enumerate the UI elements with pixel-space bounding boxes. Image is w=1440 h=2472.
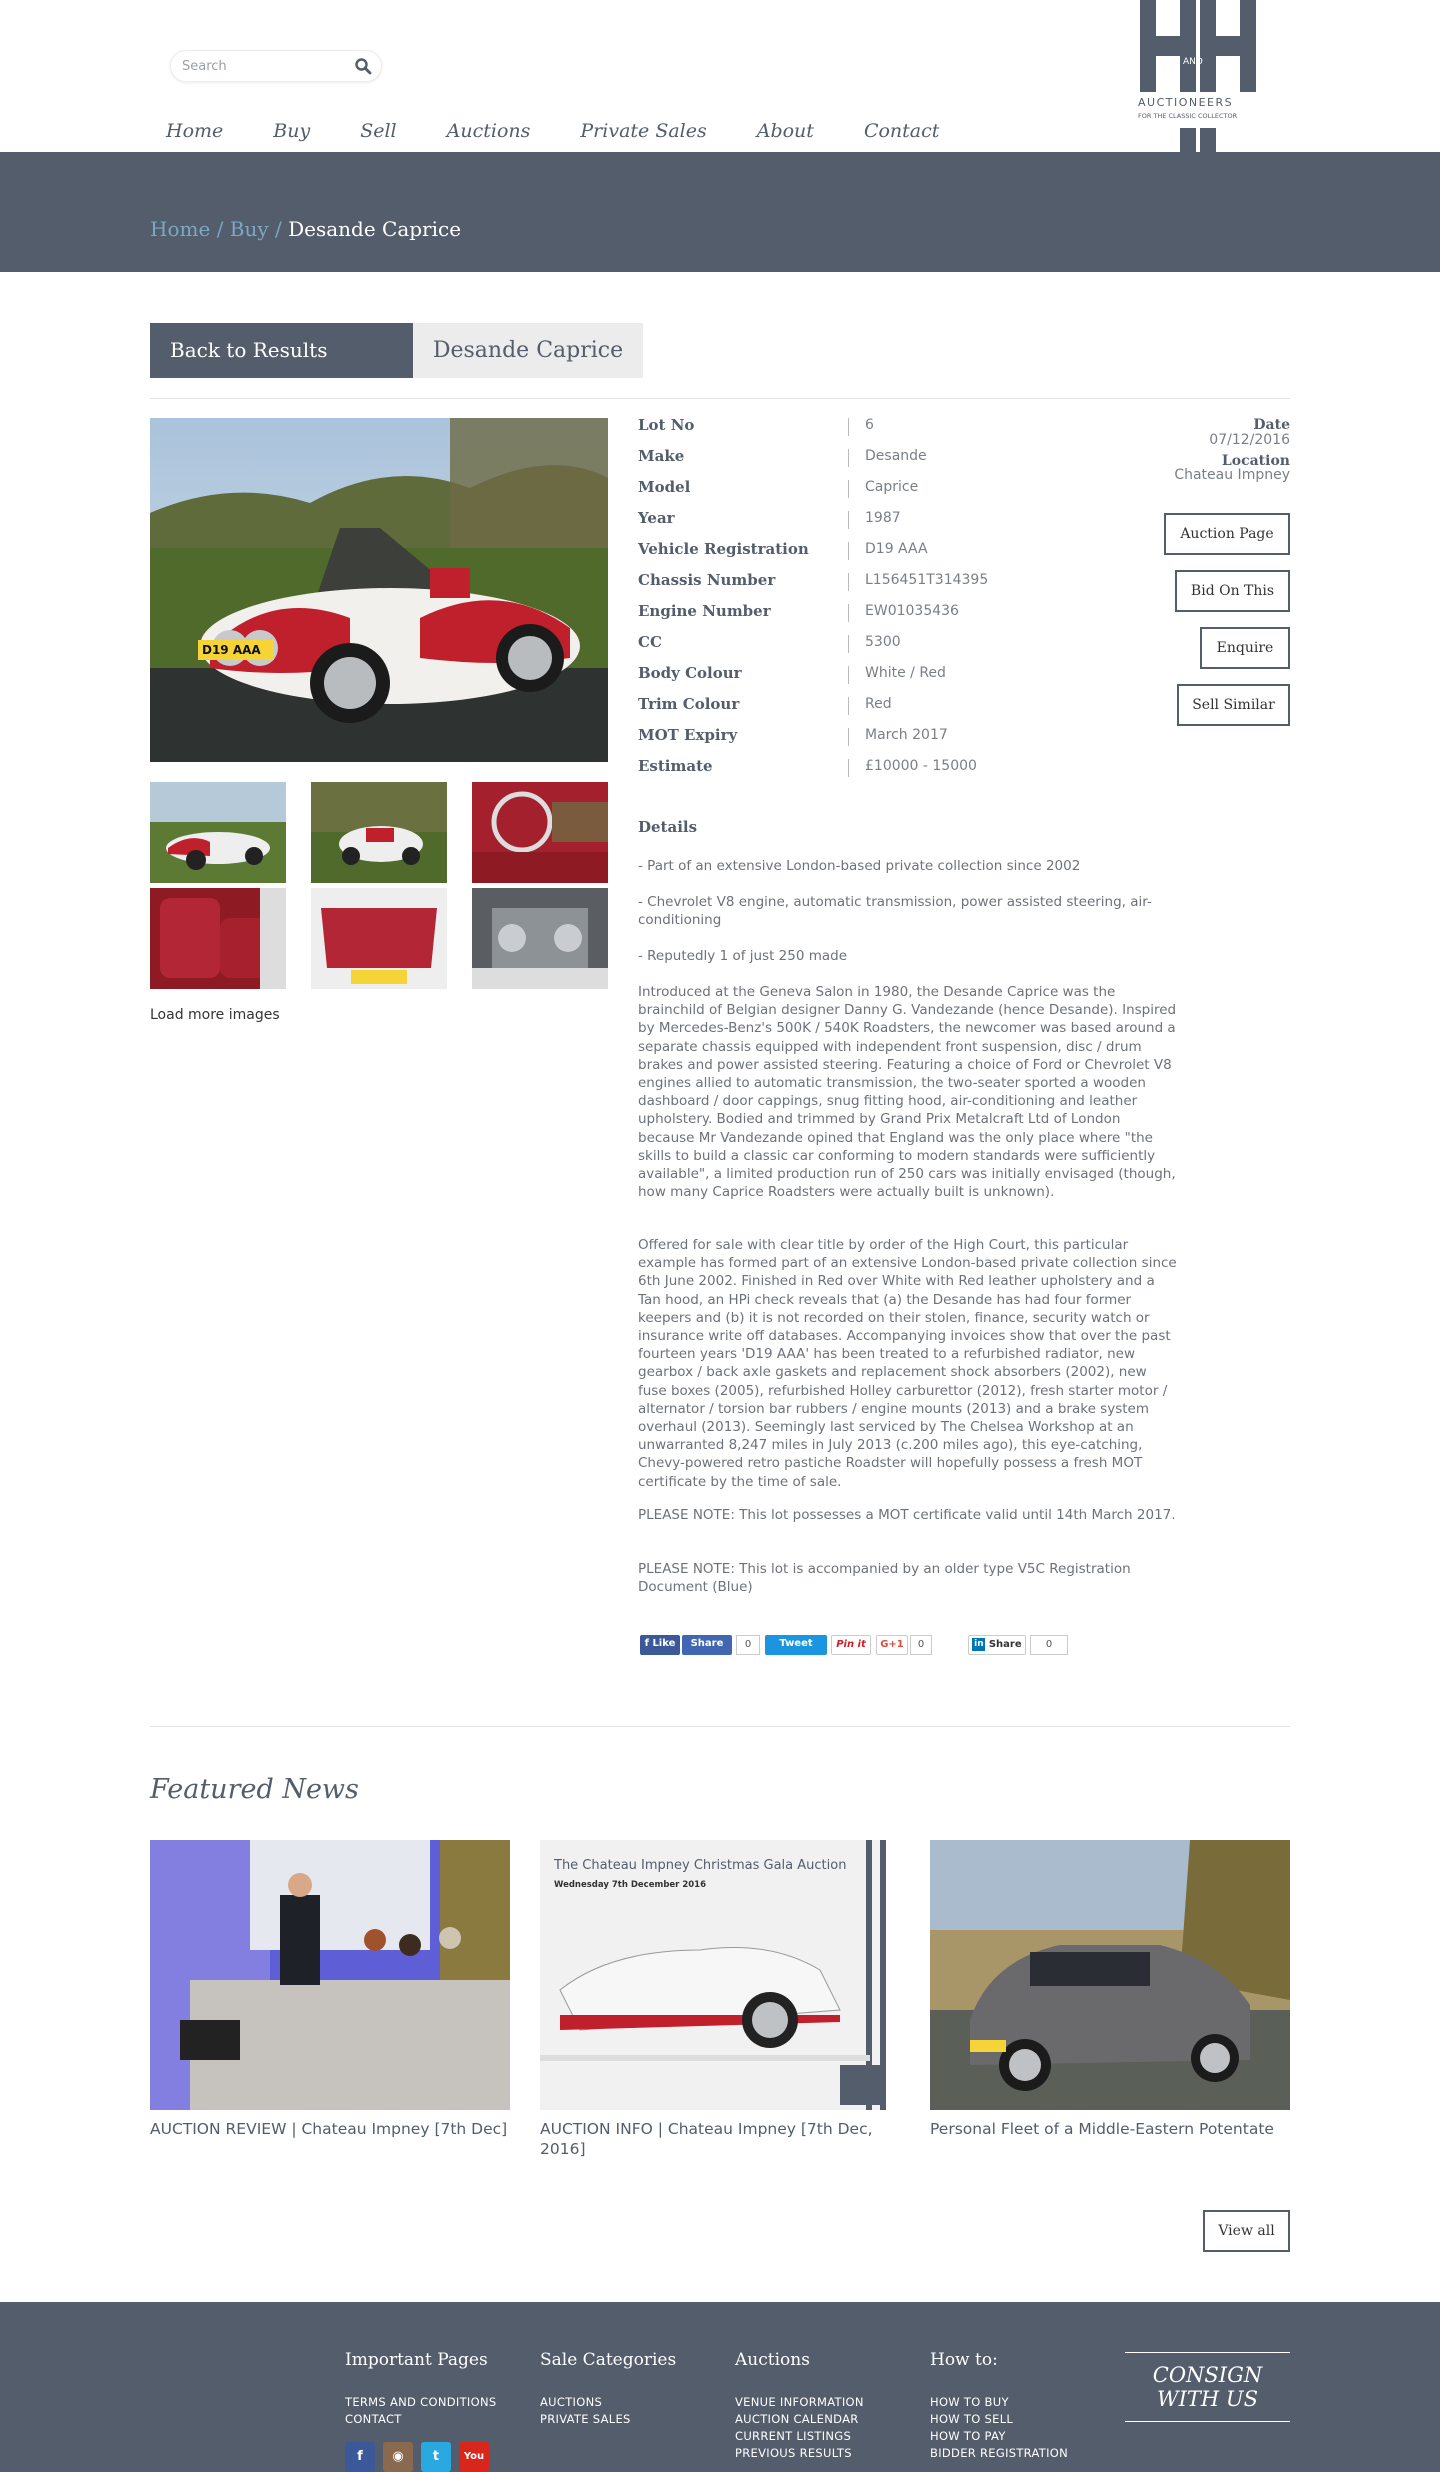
- divider: [150, 1726, 1290, 1727]
- nav-home[interactable]: Home: [166, 120, 224, 142]
- enquire-button[interactable]: Enquire: [1200, 627, 1290, 669]
- facebook-share-button[interactable]: Share: [682, 1635, 732, 1655]
- view-all-button[interactable]: View all: [1203, 2210, 1290, 2252]
- details-paragraph: Offered for sale with clear title by order of the High Court, this particular example has formed part of an extensive London-based private collection since 6th June 2002. Finished in Red over White with Red leather upholstery and a Tan hood, an HPi check reveals that (a) the Desande has had four former keepers and (b) it is not recorded on their stolen, finance, security watch or insurance write off databases. Accompanying invoices show that over the past fourteen years 'D19 AAA' has been treated to a refurbished radiator, new gearbox / back axle gaskets and replacement shock absorbers (2002), new fuse boxes (2005), refurbished Holley carburettor (2012), fresh starter motor / alternator / torsion bar rubbers / engine mounts (2013) and a brake system overhaul (2013). Seemingly last serviced by The Chelsea Workshop at an unwarranted 8,247 miles in July 2013 (c.200 miles ago), this eye-catching, Chevy-powered retro pastiche Roadster will hopefully possess a fresh MOT certificate by the time of sale.: [638, 1237, 1177, 1490]
- spec-separator: [848, 573, 849, 591]
- linkedin-share-label: Share: [988, 1639, 1022, 1650]
- breadcrumb-home[interactable]: Home: [150, 217, 211, 241]
- breadcrumb-sep: /: [210, 217, 230, 241]
- spec-value: EW01035436: [865, 603, 959, 619]
- spec-value: £10000 - 15000: [865, 758, 977, 774]
- news-caption[interactable]: AUCTION INFO | Chateau Impney [7th Dec, 2016]: [540, 2120, 873, 2158]
- spec-value: 5300: [865, 634, 901, 650]
- footer-link[interactable]: HOW TO BUY: [930, 2395, 1009, 2409]
- news-image-auction-review[interactable]: [150, 1840, 510, 2110]
- details-bullet: - Chevrolet V8 engine, automatic transmission, power assisted steering, air-conditioning: [638, 894, 1152, 929]
- breadcrumb-band: [0, 152, 1440, 272]
- footer-link[interactable]: PREVIOUS RESULTS: [735, 2446, 852, 2460]
- spec-row: [638, 664, 1158, 688]
- spec-separator: [848, 542, 849, 560]
- pinterest-button[interactable]: Pin it: [831, 1635, 871, 1655]
- spec-separator: [848, 449, 849, 467]
- gallery-thumbnail[interactable]: [311, 888, 447, 989]
- poster-title: The Chateau Impney Christmas Gala Auction: [554, 1858, 847, 1873]
- facebook-icon[interactable]: f: [345, 2442, 375, 2472]
- breadcrumb-sep: /: [268, 217, 289, 241]
- spec-value: 6: [865, 417, 874, 433]
- spec-value: White / Red: [865, 665, 946, 681]
- spec-value: Red: [865, 696, 892, 712]
- news-image-fleet[interactable]: [930, 1840, 1290, 2110]
- bid-on-this-button[interactable]: Bid On This: [1175, 570, 1290, 612]
- spec-value: March 2017: [865, 727, 948, 743]
- details-bullet: - Part of an extensive London-based private collection since 2002: [638, 858, 1081, 874]
- footer-col-title: Sale Categories: [540, 2350, 677, 2370]
- footer-link[interactable]: BIDDER REGISTRATION: [930, 2446, 1069, 2460]
- gallery-thumbnail[interactable]: [150, 888, 286, 989]
- spec-value: Caprice: [865, 479, 919, 495]
- spec-separator: [848, 666, 849, 684]
- linkedin-share-button[interactable]: [968, 1635, 1026, 1655]
- details-note: PLEASE NOTE: This lot possesses a MOT certificate valid until 14th March 2017.: [638, 1507, 1176, 1523]
- details-heading: Details: [638, 818, 698, 836]
- search-input[interactable]: [182, 56, 342, 76]
- spec-value: D19 AAA: [865, 541, 928, 557]
- spec-label: Model: [638, 478, 691, 496]
- gallery-thumbnail[interactable]: [472, 888, 608, 989]
- number-plate: D19 AAA: [202, 643, 261, 657]
- footer-col-title: How to:: [930, 2350, 998, 2370]
- spec-row: [638, 726, 1158, 750]
- tweet-button[interactable]: Tweet: [765, 1635, 827, 1655]
- nav-about[interactable]: About: [756, 120, 814, 142]
- linkedin-icon: in: [974, 1638, 984, 1649]
- footer-link[interactable]: HOW TO SELL: [930, 2412, 1014, 2426]
- spec-row: [638, 602, 1158, 626]
- main-car-photo[interactable]: [150, 418, 608, 762]
- google-plus-count: 0: [910, 1635, 932, 1655]
- footer-link[interactable]: VENUE INFORMATION: [735, 2395, 864, 2409]
- news-caption[interactable]: AUCTION REVIEW | Chateau Impney [7th Dec]: [150, 2120, 508, 2138]
- details-paragraph: Introduced at the Geneva Salon in 1980, the Desande Caprice was the brainchild of Belgian designer Danny G. Vandezande (hence Desande). Inspired by Mercedes-Benz's 500K / 540K Roadsters, the newcomer was based around a separate chassis equipped with independent front suspension, disc / drum brakes and power assisted steering. Featuring a choice of Ford or Chevrolet V8 engines allied to automatic transmission, the two-seater sported a wooden dashboard / door cappings, snug fitting hood, air-conditioning and leather upholstery. Bodied and trimmed by Grand Prix Metalcraft Ltd of London because Mr Vandezande opined that England was the only place where "the skills to build a classic car conforming to modern standards were sufficiently available", a limited production run of 250 cars was initially envisaged (though, how many Caprice Roadsters were actually built is unknown).: [638, 984, 1177, 1201]
- youtube-icon[interactable]: You: [459, 2442, 489, 2472]
- spec-row: [638, 757, 1158, 781]
- spec-row: [638, 540, 1158, 564]
- back-to-results-button[interactable]: Back to Results: [150, 323, 413, 378]
- footer-col-title: Important Pages: [345, 2350, 488, 2370]
- google-plus-button[interactable]: G+1: [876, 1635, 908, 1655]
- logo-and: AND: [1183, 57, 1203, 67]
- spec-row: [638, 695, 1158, 719]
- spec-row: [638, 478, 1158, 502]
- breadcrumb: [150, 217, 461, 241]
- footer-link[interactable]: HOW TO PAY: [930, 2429, 1006, 2443]
- search-icon[interactable]: [354, 57, 372, 75]
- hh-logo[interactable]: [1136, 0, 1260, 152]
- details-note: PLEASE NOTE: This lot is accompanied by an older type V5C Registration Document (Blue): [638, 1561, 1131, 1596]
- footer-link[interactable]: CURRENT LISTINGS: [735, 2429, 852, 2443]
- footer-link[interactable]: AUCTION CALENDAR: [735, 2412, 859, 2426]
- auction-page-button[interactable]: Auction Page: [1164, 513, 1290, 555]
- spec-separator: [848, 418, 849, 436]
- spec-separator: [848, 480, 849, 498]
- logo-word: AUCTIONEERS: [1138, 96, 1234, 109]
- spec-label: Estimate: [638, 757, 713, 775]
- facebook-icon: f: [644, 1638, 653, 1649]
- footer-link[interactable]: CONTACT: [345, 2412, 402, 2426]
- spec-row: [638, 633, 1158, 657]
- spec-label: Lot No: [638, 416, 695, 434]
- facebook-share-count: 0: [736, 1635, 760, 1655]
- spec-row: [638, 571, 1158, 595]
- spec-value: L156451T314395: [865, 572, 989, 588]
- spec-label: MOT Expiry: [638, 726, 738, 744]
- spec-separator: [848, 511, 849, 529]
- spec-label: Year: [638, 509, 675, 527]
- site-header: [0, 0, 1440, 152]
- auction-location: Chateau Impney: [1174, 467, 1290, 483]
- spec-separator: [848, 728, 849, 746]
- instagram-icon[interactable]: ◉: [383, 2442, 413, 2472]
- footer-col-title: Auctions: [735, 2350, 810, 2370]
- spec-value: Desande: [865, 448, 927, 464]
- linkedin-share-count: 0: [1030, 1635, 1068, 1655]
- spec-label: Trim Colour: [638, 695, 740, 713]
- nav-buy[interactable]: Buy: [273, 120, 311, 142]
- spec-row: [638, 447, 1158, 471]
- spec-label: Body Colour: [638, 664, 742, 682]
- spec-row: [638, 509, 1158, 533]
- spec-separator: [848, 604, 849, 622]
- footer-link[interactable]: PRIVATE SALES: [540, 2412, 631, 2426]
- load-more-images-link[interactable]: Load more images: [150, 1007, 280, 1023]
- news-caption[interactable]: Personal Fleet of a Middle-Eastern Potentate: [930, 2120, 1274, 2138]
- nav-auctions[interactable]: Auctions: [446, 120, 531, 142]
- spec-label: Vehicle Registration: [638, 540, 809, 558]
- divider: [150, 398, 1290, 399]
- search-box: [170, 50, 382, 82]
- nav-contact[interactable]: Contact: [863, 120, 940, 142]
- spec-value: 1987: [865, 510, 901, 526]
- nav-sell[interactable]: Sell: [360, 120, 397, 142]
- spec-label: CC: [638, 633, 662, 651]
- featured-news-heading: Featured News: [150, 1774, 359, 1805]
- spec-label: Make: [638, 447, 685, 465]
- footer-link[interactable]: TERMS AND CONDITIONS: [345, 2395, 497, 2409]
- spec-separator: [848, 635, 849, 653]
- auction-date: 07/12/2016: [1209, 432, 1290, 448]
- news-image-auction-info[interactable]: [540, 1840, 900, 2110]
- footer-link[interactable]: AUCTIONS: [540, 2395, 603, 2409]
- spec-separator: [848, 697, 849, 715]
- twitter-icon[interactable]: t: [421, 2442, 451, 2472]
- spec-label: Chassis Number: [638, 571, 776, 589]
- gallery-thumbnail[interactable]: [150, 782, 286, 883]
- gallery-thumbnail[interactable]: [311, 782, 447, 883]
- breadcrumb-buy[interactable]: Buy: [229, 217, 269, 241]
- consign-with-us-button[interactable]: CONSIGN WITH US: [1125, 2352, 1290, 2422]
- gallery-thumbnail[interactable]: [472, 782, 608, 883]
- site-footer: [0, 2302, 1440, 2472]
- facebook-like-button[interactable]: [640, 1635, 680, 1655]
- spec-row: [638, 416, 1158, 440]
- details-bullet: - Reputedly 1 of just 250 made: [638, 948, 848, 964]
- breadcrumb-current: Desande Caprice: [288, 217, 462, 241]
- date-label: Date: [1253, 417, 1290, 433]
- poster-date: Wednesday 7th December 2016: [554, 1880, 706, 1890]
- page-title: Desande Caprice: [413, 323, 643, 378]
- logo-tagline: FOR THE CLASSIC COLLECTOR: [1138, 112, 1238, 120]
- location-label: Location: [1221, 453, 1290, 469]
- nav-private-sales[interactable]: Private Sales: [580, 120, 707, 142]
- main-nav: [166, 120, 989, 142]
- spec-separator: [848, 759, 849, 777]
- like-label: Like: [652, 1638, 676, 1649]
- sell-similar-button[interactable]: Sell Similar: [1177, 684, 1290, 726]
- spec-label: Engine Number: [638, 602, 771, 620]
